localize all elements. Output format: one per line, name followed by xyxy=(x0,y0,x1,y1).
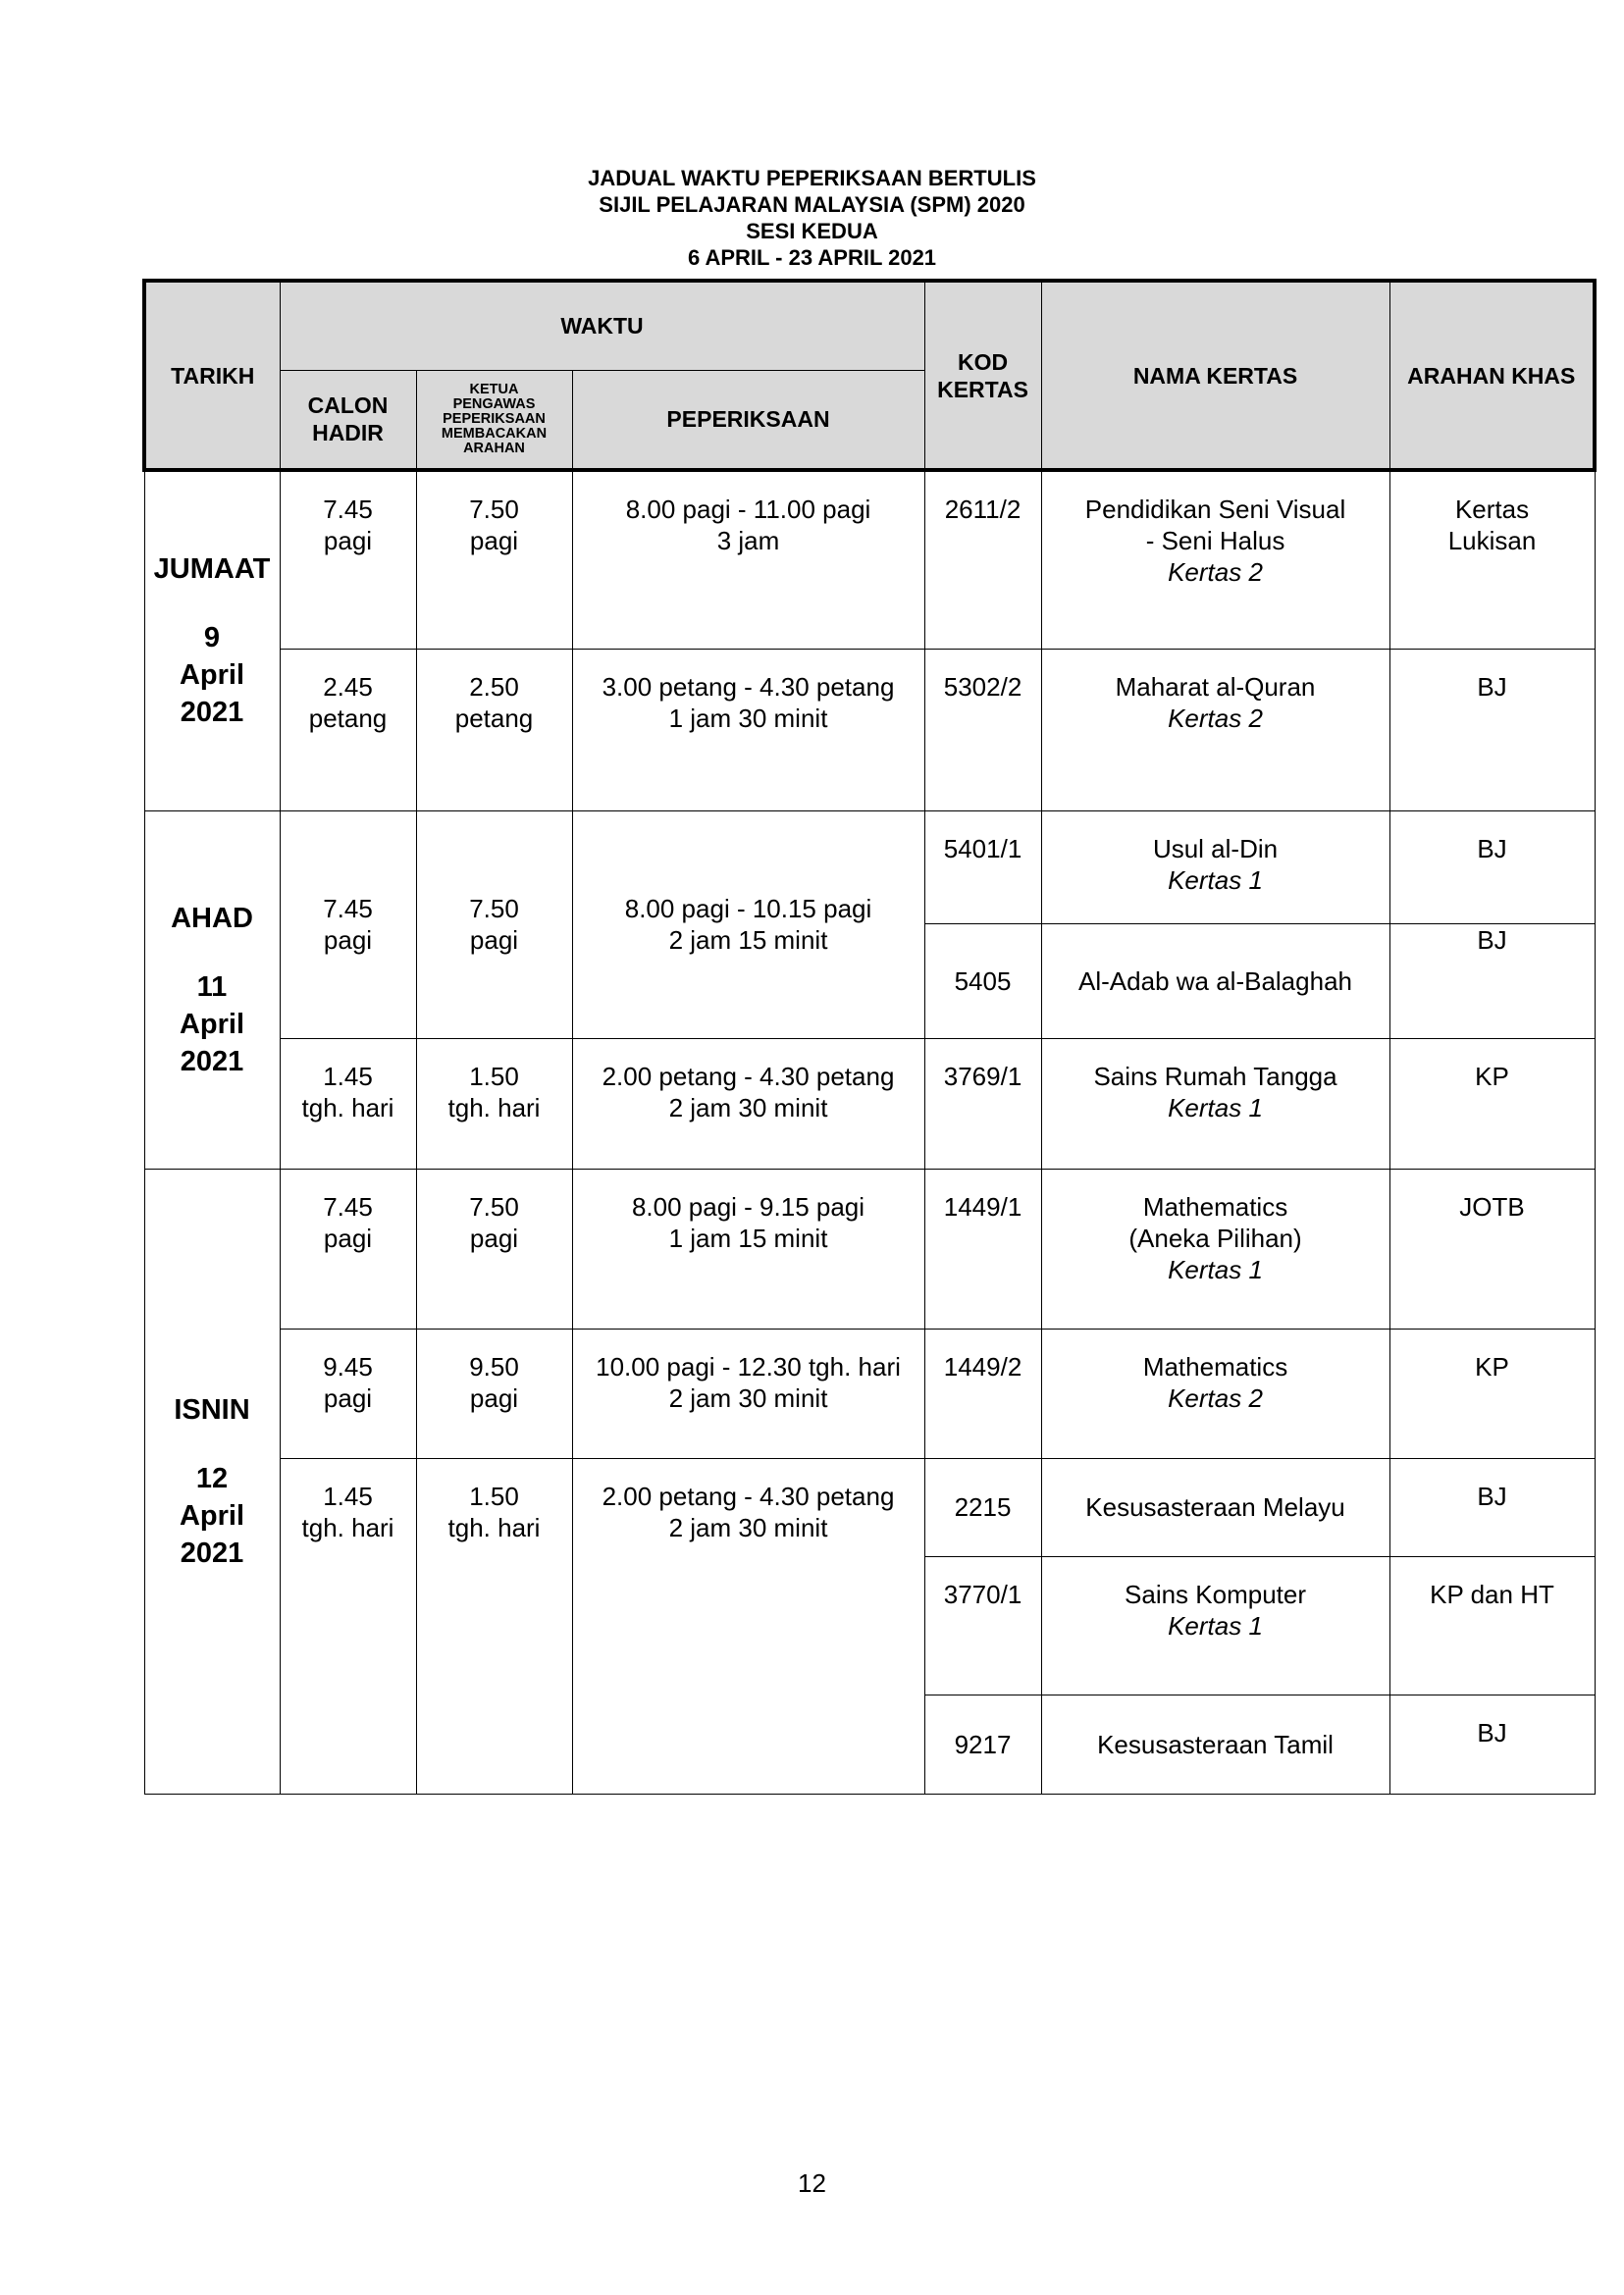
kod-kertas-cell: 3770/1 xyxy=(924,1556,1041,1695)
arahan-khas-cell: Kertas Lukisan xyxy=(1389,470,1595,649)
ketua-pengawas-cell: 7.50 pagi xyxy=(416,810,572,1038)
nama-kertas-cell: Sains Rumah Tangga Kertas 1 xyxy=(1041,1038,1389,1169)
kertas-label: Kertas 1 xyxy=(1168,1092,1263,1122)
masa-peperiksaan-cell: 8.00 pagi - 11.00 pagi 3 jam xyxy=(572,470,924,649)
header-peperiksaan: PEPERIKSAAN xyxy=(572,370,924,470)
table-row xyxy=(144,1458,1595,1556)
kod-kertas-cell: 3769/1 xyxy=(924,1038,1041,1169)
day-date: 12 xyxy=(195,1462,229,1494)
nama-kertas-cell: Mathematics (Aneka Pilihan) Kertas 1 xyxy=(1041,1169,1389,1329)
ketua-pengawas-cell: 1.50 tgh. hari xyxy=(416,1458,572,1794)
nama-kertas-cell: Mathematics Kertas 2 xyxy=(1041,1329,1389,1458)
table-row xyxy=(144,1169,1595,1329)
date-cell xyxy=(144,1169,280,1794)
calon-hadir-cell: 1.45 tgh. hari xyxy=(280,1038,416,1169)
nama-kertas-cell: Kesusasteraan Tamil xyxy=(1041,1695,1389,1794)
nama-kertas-cell: Sains Komputer Kertas 1 xyxy=(1041,1556,1389,1695)
day-month: April xyxy=(179,1499,245,1532)
masa-peperiksaan-cell: 10.00 pagi - 12.30 tgh. hari 2 jam 30 minit xyxy=(572,1329,924,1458)
table-row xyxy=(144,649,1595,810)
kertas-label: Kertas 2 xyxy=(1168,703,1263,733)
title-line-3: SESI KEDUA xyxy=(746,219,878,243)
day-month: April xyxy=(179,1008,245,1040)
ketua-pengawas-cell: 7.50 pagi xyxy=(416,470,572,649)
arahan-khas-cell: BJ xyxy=(1389,1458,1595,1556)
arahan-khas-cell: BJ xyxy=(1389,810,1595,923)
kod-kertas-cell: 5405 xyxy=(924,923,1041,1038)
arahan-khas-cell: KP xyxy=(1389,1038,1595,1169)
page-number: 12 xyxy=(798,2168,826,2198)
kertas-label: Kertas 1 xyxy=(1168,1610,1263,1641)
title-line-2: SIJIL PELAJARAN MALAYSIA (SPM) 2020 xyxy=(599,192,1025,217)
ketua-pengawas-cell: 1.50 tgh. hari xyxy=(416,1038,572,1169)
kertas-label: Kertas 1 xyxy=(1168,1254,1263,1284)
ketua-pengawas-cell: 7.50 pagi xyxy=(416,1169,572,1329)
day-year: 2021 xyxy=(180,1537,244,1569)
ketua-pengawas-cell: 9.50 pagi xyxy=(416,1329,572,1458)
day-month: April xyxy=(179,659,245,692)
calon-hadir-cell: 1.45 tgh. hari xyxy=(280,1458,416,1794)
title-line-4: 6 APRIL - 23 APRIL 2021 xyxy=(687,245,937,270)
calon-hadir-cell: 7.45 pagi xyxy=(280,470,416,649)
nama-kertas-cell: Pendidikan Seni Visual - Seni Halus Kertas 2 xyxy=(1041,470,1389,649)
arahan-khas-cell: KP xyxy=(1389,1329,1595,1458)
kod-kertas-cell: 2611/2 xyxy=(924,470,1041,649)
ketua-pengawas-cell: 2.50 petang xyxy=(416,649,572,810)
arahan-khas-cell: KP dan HT xyxy=(1389,1556,1595,1695)
day-date: 9 xyxy=(203,622,221,654)
masa-peperiksaan-cell: 2.00 petang - 4.30 petang 2 jam 30 minit xyxy=(572,1458,924,1794)
header-nama-kertas: NAMA KERTAS xyxy=(1041,281,1389,470)
day-name: JUMAAT xyxy=(153,553,271,586)
masa-peperiksaan-cell: 8.00 pagi - 10.15 pagi 2 jam 15 minit xyxy=(572,810,924,1038)
arahan-khas-cell: BJ xyxy=(1389,1695,1595,1794)
header-ketua-pengawas: KETUA PENGAWAS PEPERIKSAAN MEMBACAKAN ARAHAN xyxy=(416,370,572,470)
date-cell xyxy=(144,810,280,1169)
arahan-khas-cell: BJ xyxy=(1389,923,1595,1038)
kertas-label: Kertas 2 xyxy=(1168,557,1263,587)
arahan-khas-cell: JOTB xyxy=(1389,1169,1595,1329)
header-tarikh: TARIKH xyxy=(144,281,280,470)
day-name: AHAD xyxy=(171,902,253,934)
header-arahan-khas: ARAHAN KHAS xyxy=(1389,281,1595,470)
masa-peperiksaan-cell: 8.00 pagi - 9.15 pagi 1 jam 15 minit xyxy=(572,1169,924,1329)
header-waktu: WAKTU xyxy=(280,281,924,370)
nama-kertas-cell: Maharat al-Quran Kertas 2 xyxy=(1041,649,1389,810)
kod-kertas-cell: 1449/2 xyxy=(924,1329,1041,1458)
title-line-1: JADUAL WAKTU PEPERIKSAAN BERTULIS xyxy=(588,166,1036,190)
header-calon-hadir: CALON HADIR xyxy=(280,370,416,470)
arahan-khas-cell: BJ xyxy=(1389,649,1595,810)
kod-kertas-cell: 5401/1 xyxy=(924,810,1041,923)
day-date: 11 xyxy=(196,970,228,1003)
nama-kertas-cell: Usul al-Din Kertas 1 xyxy=(1041,810,1389,923)
nama-kertas-cell: Al-Adab wa al-Balaghah xyxy=(1041,923,1389,1038)
table-row xyxy=(144,810,1595,923)
table-row xyxy=(144,1329,1595,1458)
kod-kertas-cell: 1449/1 xyxy=(924,1169,1041,1329)
masa-peperiksaan-cell: 2.00 petang - 4.30 petang 2 jam 30 minit xyxy=(572,1038,924,1169)
nama-kertas-cell: Kesusasteraan Melayu xyxy=(1041,1458,1389,1556)
calon-hadir-cell: 7.45 pagi xyxy=(280,810,416,1038)
kertas-label: Kertas 2 xyxy=(1168,1382,1263,1413)
day-year: 2021 xyxy=(180,1045,244,1077)
table-row xyxy=(144,470,1595,649)
exam-timetable xyxy=(142,279,1597,1795)
kod-kertas-cell: 2215 xyxy=(924,1458,1041,1556)
kertas-label: Kertas 1 xyxy=(1168,864,1263,895)
calon-hadir-cell: 2.45 petang xyxy=(280,649,416,810)
header-kod-kertas: KOD KERTAS xyxy=(924,281,1041,470)
calon-hadir-cell: 9.45 pagi xyxy=(280,1329,416,1458)
masa-peperiksaan-cell: 3.00 petang - 4.30 petang 1 jam 30 minit xyxy=(572,649,924,810)
day-year: 2021 xyxy=(180,697,244,729)
calon-hadir-cell: 7.45 pagi xyxy=(280,1169,416,1329)
day-name: ISNIN xyxy=(174,1393,250,1426)
document-title xyxy=(0,165,1624,271)
date-cell xyxy=(144,470,280,810)
kod-kertas-cell: 9217 xyxy=(924,1695,1041,1794)
kod-kertas-cell: 5302/2 xyxy=(924,649,1041,810)
table-row xyxy=(144,1038,1595,1169)
